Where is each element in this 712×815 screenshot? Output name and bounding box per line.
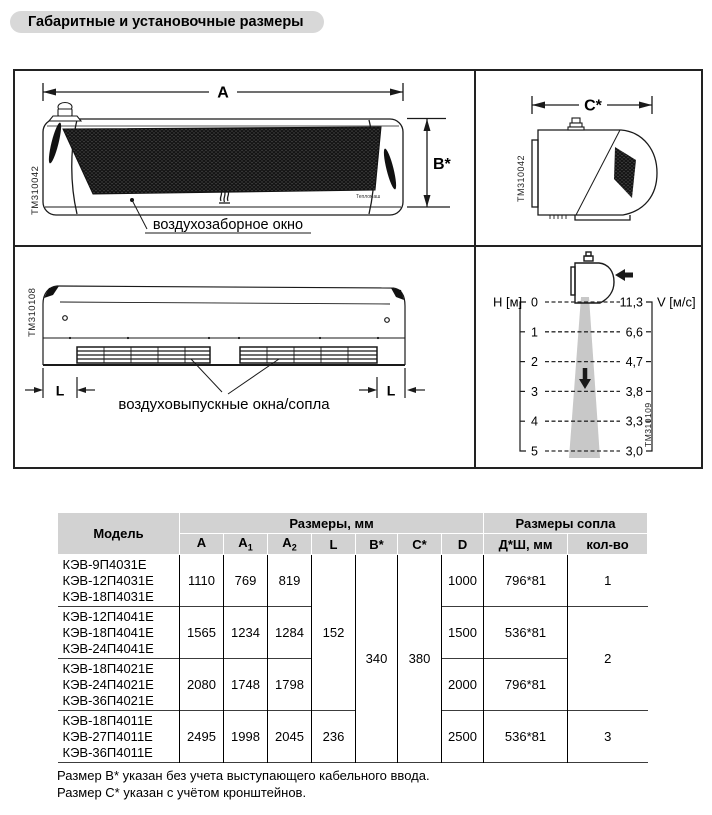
dim-c-label: C* [584, 97, 602, 115]
cell-a: 2495 [180, 711, 224, 763]
mount-plate [532, 140, 538, 207]
cell-a: 1110 [180, 555, 224, 607]
dim-l-right-label: L [386, 382, 396, 399]
cell-a2: 1798 [268, 659, 312, 711]
drawings-panel [13, 69, 703, 469]
left-cap-vent [47, 122, 64, 164]
v-tick-4: 3,3 [625, 414, 643, 429]
cell-d: 1500 [442, 607, 484, 659]
col-header-c: C* [398, 534, 442, 555]
model-cell: КЭВ-9П4031Е КЭВ-12П4031Е КЭВ-18П4031Е [58, 555, 180, 607]
cell-a2: 2045 [268, 711, 312, 763]
col-header-l: L [312, 534, 356, 555]
dim-c-arrow [532, 96, 652, 115]
cell-a: 1565 [180, 607, 224, 659]
dim-a-arrow [43, 83, 403, 102]
unit-icon [571, 252, 614, 303]
cell-b-merged: 340 [356, 555, 398, 763]
dim-a-label: A [217, 84, 229, 102]
side-view-drawing [516, 96, 657, 220]
cell-a1: 1748 [224, 659, 268, 711]
model-cell: КЭВ-12П4041Е КЭВ-18П4041Е КЭВ-24П4041Е [58, 607, 180, 659]
h-axis-label: Н [м] [493, 294, 523, 310]
cell-a1: 1234 [224, 607, 268, 659]
outlet-grille-right [240, 347, 377, 363]
model-cell: КЭВ-18П4011Е КЭВ-27П4011Е КЭВ-36П4011Е [58, 711, 180, 763]
right-cap-vent [382, 148, 399, 190]
dim-l-left-label: L [55, 382, 65, 399]
cell-nozzle: 796*81 [484, 659, 568, 711]
v-tick-1: 6,6 [625, 325, 643, 340]
col-group-nozzle: Размеры сопла [484, 513, 648, 534]
drawing-code-front: TM310042 [30, 165, 41, 215]
cell-l-merged: 152 [312, 555, 356, 711]
col-header-a: A [180, 534, 224, 555]
footnote-c: Размер C* указан с учётом кронштейнов. [57, 784, 307, 800]
table-row [58, 555, 648, 607]
col-header-a1: $A_1$ [224, 534, 268, 555]
cable-gland [49, 103, 81, 122]
v-axis-label: V [м/с] [657, 294, 696, 310]
cell-nozzle: 536*81 [484, 607, 568, 659]
outlet-callout-label: воздуховыпускные окна/сопла [118, 396, 330, 413]
cell-c-merged: 380 [398, 555, 442, 763]
v-tick-3: 3,8 [625, 384, 643, 399]
cell-l: 236 [312, 711, 356, 763]
cell-a1: 769 [224, 555, 268, 607]
drawings-panel-svg [13, 69, 703, 469]
h-tick-4: 4 [531, 414, 538, 429]
h-tick-3: 3 [531, 384, 538, 399]
drawing-code-bottom: TM310108 [27, 287, 38, 337]
col-header-d: D [442, 534, 484, 555]
brand-logo: Тепломаш [356, 194, 381, 200]
intake-callout-label: воздухозаборное окно [152, 217, 304, 233]
v-tick-0: 11,3 [619, 295, 643, 310]
cell-a1: 1998 [224, 711, 268, 763]
cell-count: 1 [568, 555, 648, 607]
v-axis [620, 295, 696, 459]
table-row [58, 711, 648, 763]
page-title: Габаритные и установочные размеры [10, 11, 324, 33]
h-tick-5: 5 [531, 444, 538, 459]
dimensions-table [57, 512, 648, 763]
model-cell: КЭВ-18П4021Е КЭВ-24П4021Е КЭВ-36П4021Е [58, 659, 180, 711]
dim-l-right [359, 368, 425, 399]
dim-b-arrow [407, 119, 452, 208]
intake-grille [63, 127, 381, 194]
dim-b-label: B* [433, 156, 451, 173]
cell-d: 1000 [442, 555, 484, 607]
h-tick-2: 2 [531, 355, 538, 370]
col-header-nozzle-size: Д*Ш, мм [484, 534, 568, 555]
h-tick-0: 0 [531, 295, 538, 310]
outlet-callout [118, 359, 330, 413]
drawing-code-side: TM310042 [516, 154, 526, 202]
airflow-diagram [493, 252, 696, 459]
inlet-arrow-icon [615, 269, 633, 281]
col-group-dimensions: Размеры, мм [180, 513, 484, 534]
cell-count-merged: 2 [568, 607, 648, 711]
front-view-drawing [30, 83, 452, 233]
drawing-code-airflow: TM310109 [643, 402, 653, 447]
col-header-a2: $A_2$ [268, 534, 312, 555]
cell-count: 3 [568, 711, 648, 763]
outlet-grille-left [77, 347, 210, 363]
footnotes [57, 768, 649, 801]
v-tick-2: 4,7 [625, 355, 643, 370]
h-tick-1: 1 [531, 325, 538, 340]
cell-nozzle: 536*81 [484, 711, 568, 763]
h-axis [493, 295, 538, 459]
footnote-b: Размер B* указан без учета выступающего кабельного ввода. [57, 768, 430, 783]
col-header-b: B* [356, 534, 398, 555]
side-grille-patch [614, 147, 636, 198]
col-header-model: Модель [58, 513, 180, 555]
col-header-count: кол-во [568, 534, 648, 555]
right-end-vent [391, 288, 404, 300]
cell-nozzle: 796*81 [484, 555, 568, 607]
cable-gland-side [568, 118, 584, 130]
dimensions-section [57, 512, 649, 801]
cell-a: 2080 [180, 659, 224, 711]
v-tick-5: 3,0 [625, 444, 643, 459]
bottom-view-drawing [25, 286, 425, 413]
cell-a2: 819 [268, 555, 312, 607]
dim-l-left [25, 368, 95, 399]
cell-a2: 1284 [268, 607, 312, 659]
cell-d: 2500 [442, 711, 484, 763]
cell-d: 2000 [442, 659, 484, 711]
